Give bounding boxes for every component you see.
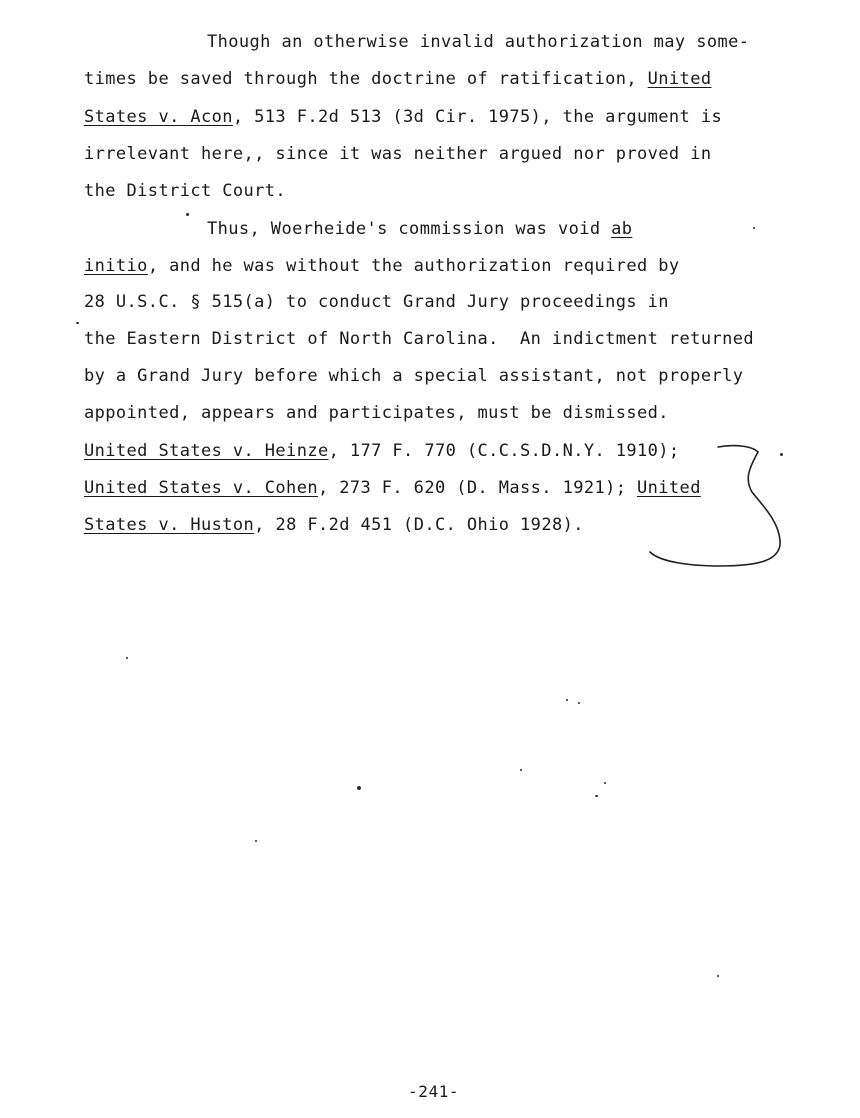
text-line [84,403,669,423]
page-number: -241- [408,1082,460,1101]
scan-speck [578,702,580,704]
text-line [84,441,680,461]
text-line [84,69,711,89]
scan-speck [186,213,189,216]
text-run: , 273 F. 620 (D. Mass. 1921); [317,478,638,498]
text-line [84,366,743,386]
text-line [84,478,701,498]
scan-speck [255,840,257,842]
scan-speck [753,227,755,229]
scan-speck [780,453,783,456]
text-line [84,329,754,349]
scan-speck [357,786,361,790]
text-run: , 513 F.2d 513 (3d Cir. 1975), the argument is [232,107,723,127]
text-run: , and he was without the authorization required by [147,256,680,276]
scan-speck [520,769,522,771]
text-line [207,219,632,239]
text-line [84,181,286,201]
text-line [84,292,669,312]
case-citation: United [647,69,712,89]
scan-speck [76,322,79,324]
text-run: irrelevant here,, since it was neither argued nor proved in [84,144,712,164]
text-run: appointed, appears and participates, must be dismissed. [84,403,669,423]
scan-speck [717,975,719,977]
latin-term: ab [611,219,633,239]
text-run: 28 U.S.C. § 515(a) to conduct Grand Jury proceedings in [84,292,669,312]
text-run: the Eastern District of North Carolina. An indictment returned [84,329,754,349]
text-run: Though an otherwise invalid authorization may some- [207,32,750,52]
case-citation: States v. Acon [84,107,233,127]
case-citation: States v. Huston [84,515,255,535]
text-run: the District Court. [84,181,287,201]
case-citation: United States v. Heinze [84,441,329,461]
text-run: times be saved through the doctrine of ratification, [84,69,648,89]
text-run: , 177 F. 770 (C.C.S.D.N.Y. 1910); [328,441,680,461]
text-line [84,107,722,127]
text-line [84,515,584,535]
scan-speck [566,699,568,701]
text-line [84,144,711,164]
scan-speck [126,657,128,659]
scan-speck [595,795,598,797]
text-run: , 28 F.2d 451 (D.C. Ohio 1928). [254,515,584,535]
text-run: by a Grand Jury before which a special assistant, not properly [84,366,744,386]
case-citation: United [637,478,701,498]
text-run: Thus, Woerheide's commission was void [207,219,612,239]
text-line [207,32,749,52]
case-citation: United States v. Cohen [84,478,318,498]
latin-term: initio [84,256,148,276]
scan-speck [604,782,606,784]
text-line [84,256,680,276]
